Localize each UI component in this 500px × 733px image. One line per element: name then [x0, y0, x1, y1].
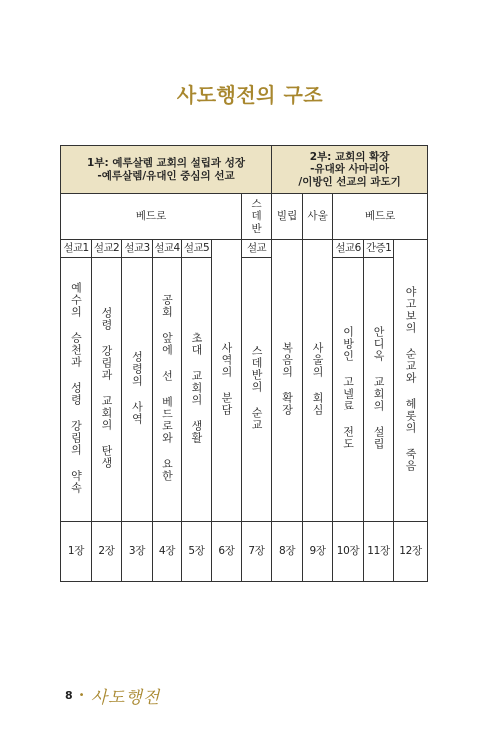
book-title-logo: 사도행전 — [90, 688, 161, 708]
sermon-6-label: 설교6 — [333, 240, 364, 258]
footer-separator: • — [78, 690, 85, 701]
content-ch6 — [212, 240, 242, 522]
content-ch5-text: 초대 교회의 생활 — [190, 331, 203, 444]
content-ch1 — [61, 258, 92, 522]
content-ch8-text: 복음의 확장 — [280, 341, 294, 416]
content-ch2-text: 성령 강림과 교회의 탄생 — [100, 306, 113, 469]
sermon-7-label: 설교 — [242, 240, 272, 258]
content-ch3-text: 성령의 사역 — [130, 350, 144, 425]
part-1-title: 1부: 예루살렘 교회의 설립과 성장 — [87, 156, 246, 169]
acts-structure-table — [60, 145, 428, 582]
chapter-cell: 6장 — [212, 522, 242, 582]
content-ch10-text: 이방인 고넬료 전도 — [341, 325, 355, 450]
content-ch7 — [242, 258, 272, 522]
part-1-subtitle: -예루살렘/유대인 중심의 선교 — [97, 169, 235, 182]
sermon-1-label: 설교1 — [61, 240, 92, 258]
sermon-5-label: 설교5 — [182, 240, 212, 258]
interlude-1-label: 간증1 — [364, 240, 394, 258]
part-2-subtitle-1: -유대와 사마리아 — [310, 163, 390, 176]
chapter-cell: 4장 — [153, 522, 182, 582]
content-ch11 — [364, 258, 394, 522]
content-ch4-text: 공회 앞에 선 베드로와 요한 — [160, 293, 174, 482]
figure-stephen-char-2: 데 — [251, 210, 262, 223]
content-ch5 — [182, 258, 212, 522]
content-ch4 — [153, 258, 182, 522]
page-footer — [65, 683, 160, 708]
content-ch6-text: 사역의 분담 — [220, 341, 233, 416]
chapter-cell: 8장 — [272, 522, 303, 582]
part-2-title: 2부: 교회의 확장 — [309, 150, 390, 163]
page-title: 사도행전의 구조 — [176, 83, 324, 107]
figure-philip: 빌립 — [272, 194, 303, 240]
sermon-3-label: 설교3 — [122, 240, 153, 258]
content-ch11-text: 안디옥 교회의 설립 — [372, 325, 386, 450]
part-1-header — [61, 146, 272, 194]
content-ch7-text: 스데반의 순교 — [250, 344, 264, 431]
chapter-cell: 12장 — [394, 522, 428, 582]
sermon-4-label: 설교4 — [153, 240, 182, 258]
chapter-cell: 10장 — [333, 522, 364, 582]
chapter-cell: 7장 — [242, 522, 272, 582]
figure-peter-part2: 베드로 — [333, 194, 428, 240]
part-2-header — [272, 146, 428, 194]
content-ch8 — [272, 240, 303, 522]
chapter-cell: 11장 — [364, 522, 394, 582]
chapter-cell: 2장 — [92, 522, 122, 582]
figure-stephen-char-3: 반 — [251, 222, 262, 235]
chapter-cell: 9장 — [303, 522, 333, 582]
content-ch9 — [303, 240, 333, 522]
page-number: 8 — [65, 689, 73, 702]
content-ch12-text: 야고보의 순교와 헤롯의 죽음 — [404, 285, 418, 472]
content-ch3 — [122, 258, 153, 522]
content-ch10 — [333, 258, 364, 522]
sermon-2-label: 설교2 — [92, 240, 122, 258]
content-ch1-text: 예수의 승천과 성령 강림의 약속 — [69, 281, 83, 494]
chapter-cell: 1장 — [61, 522, 92, 582]
figure-saul: 사울 — [303, 194, 333, 240]
chapter-cell: 3장 — [122, 522, 153, 582]
content-ch2 — [92, 258, 122, 522]
chapter-cell: 5장 — [182, 522, 212, 582]
content-ch9-text: 사울의 회심 — [311, 341, 325, 416]
figure-peter-part1: 베드로 — [61, 194, 242, 240]
content-ch12 — [394, 240, 428, 522]
figure-stephen-char-1: 스 — [251, 197, 262, 210]
figure-stephen — [242, 194, 272, 240]
part-2-subtitle-2: /이방인 선교의 과도기 — [298, 175, 401, 188]
